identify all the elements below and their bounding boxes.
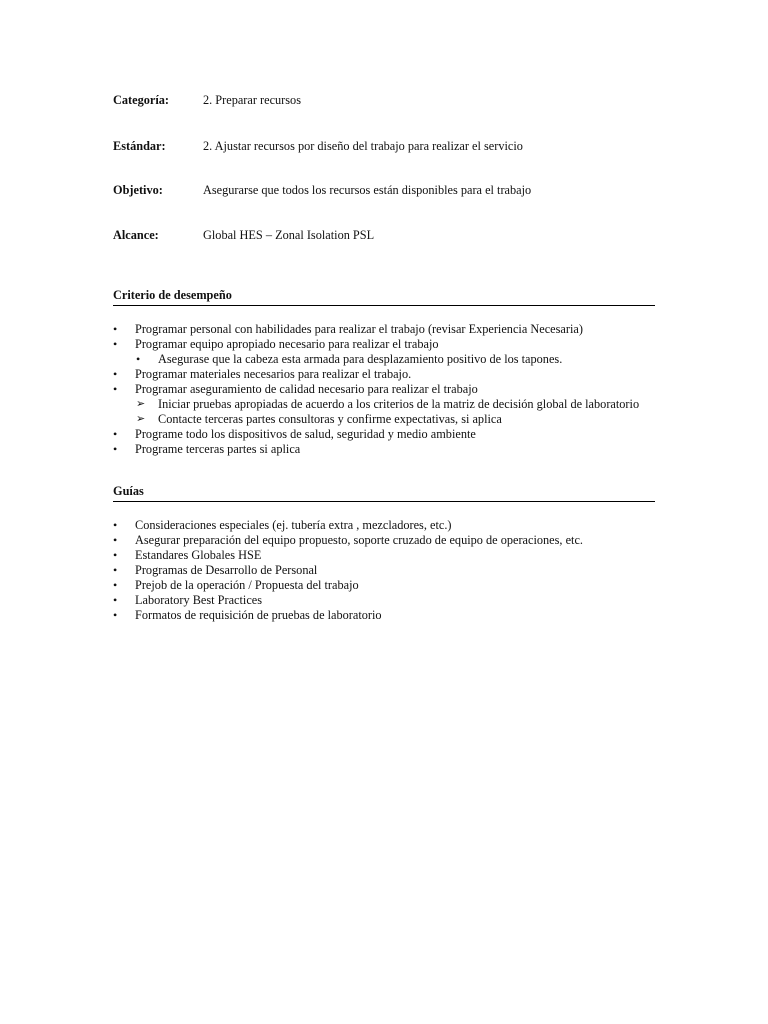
field-label: Objetivo: bbox=[113, 183, 163, 197]
field-value: Asegurarse que todos los recursos están disponibles para el trabajo bbox=[203, 183, 532, 197]
bullet-icon: • bbox=[113, 322, 118, 336]
list-item: • Consideraciones especiales (ej. tubería extra , mezcladores, etc.) bbox=[113, 518, 452, 532]
list-item: • Programe terceras partes si aplica bbox=[113, 442, 301, 456]
list-item: • Programar equipo apropiado necesario para realizar el trabajo bbox=[113, 337, 439, 351]
field-categoria bbox=[113, 93, 673, 108]
criterio-section bbox=[113, 288, 655, 457]
field-value: 2. Ajustar recursos por diseño del trabajo para realizar el servicio bbox=[203, 139, 523, 153]
list-item: • Asegurase que la cabeza esta armada para desplazamiento positivo de los tapones. bbox=[136, 352, 563, 366]
arrow-bullet-icon: ➢ bbox=[136, 398, 146, 410]
bullet-icon: • bbox=[113, 533, 118, 547]
list-item: ➢ Iniciar pruebas apropiadas de acuerdo a los criterios de la matriz de decisión global de laboratorio bbox=[136, 397, 640, 411]
field-objetivo bbox=[113, 183, 673, 198]
guias-list bbox=[113, 518, 655, 623]
section-title: Guías bbox=[113, 484, 655, 502]
field-label: Estándar: bbox=[113, 139, 166, 153]
list-item: • Programas de Desarrollo de Personal bbox=[113, 563, 318, 577]
list-item: • Prejob de la operación / Propuesta del trabajo bbox=[113, 578, 359, 592]
list-item: ➢ Contacte terceras partes consultoras y confirme expectativas, si aplica bbox=[136, 412, 502, 426]
bullet-icon: • bbox=[113, 367, 118, 381]
list-item: • Asegurar preparación del equipo propuesto, soporte cruzado de equipo de operaciones, etc. bbox=[113, 533, 583, 547]
list-item: • Estandares Globales HSE bbox=[113, 548, 262, 562]
list-item: • Programar personal con habilidades para realizar el trabajo (revisar Experiencia Necesaria) bbox=[113, 322, 583, 336]
bullet-icon: • bbox=[113, 593, 118, 607]
guias-section bbox=[113, 484, 655, 623]
bullet-icon: • bbox=[136, 352, 141, 366]
field-estandar bbox=[113, 139, 673, 154]
arrow-bullet-icon: ➢ bbox=[136, 413, 146, 425]
field-alcance bbox=[113, 228, 673, 243]
field-value: 2. Preparar recursos bbox=[203, 93, 301, 107]
bullet-icon: • bbox=[113, 548, 118, 562]
bullet-icon: • bbox=[113, 442, 118, 456]
bullet-icon: • bbox=[113, 382, 118, 396]
list-item: • Programe todo los dispositivos de salud, seguridad y medio ambiente bbox=[113, 427, 476, 441]
list-item: • Programar aseguramiento de calidad necesario para realizar el trabajo bbox=[113, 382, 478, 396]
criterio-list bbox=[113, 322, 655, 457]
bullet-icon: • bbox=[113, 578, 118, 592]
field-value: Global HES – Zonal Isolation PSL bbox=[203, 228, 375, 242]
list-item: • Programar materiales necesarios para realizar el trabajo. bbox=[113, 367, 412, 381]
bullet-icon: • bbox=[113, 608, 118, 622]
section-title: Criterio de desempeño bbox=[113, 288, 655, 306]
list-item: • Laboratory Best Practices bbox=[113, 593, 263, 607]
field-label: Alcance: bbox=[113, 228, 159, 242]
bullet-icon: • bbox=[113, 518, 118, 532]
list-item: • Formatos de requisición de pruebas de laboratorio bbox=[113, 608, 382, 622]
field-label: Categoría: bbox=[113, 93, 169, 107]
bullet-icon: • bbox=[113, 337, 118, 351]
bullet-icon: • bbox=[113, 427, 118, 441]
bullet-icon: • bbox=[113, 563, 118, 577]
